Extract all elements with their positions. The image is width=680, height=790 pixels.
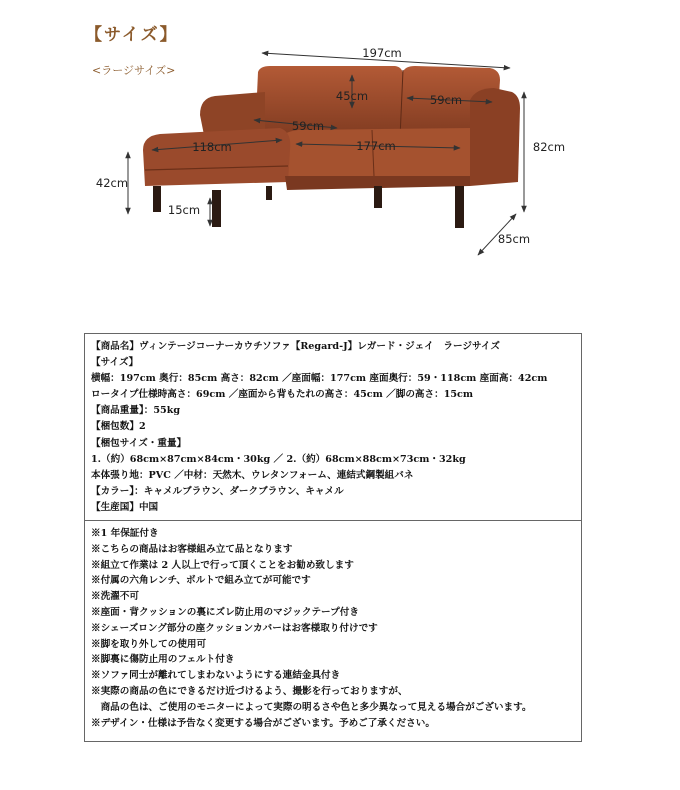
note-line: ※座面・背クッションの裏にズレ防止用のマジックテープ付き bbox=[91, 606, 359, 618]
note-line: ※こちらの商品はお客様組み立て品となります bbox=[91, 543, 293, 555]
size-variant-label: <ラージサイズ> bbox=[92, 64, 176, 77]
product-name: 【商品名】ヴィンテージコーナーカウチソファ【Regard-J】レガード・ジェイ ラージサイズ bbox=[91, 341, 500, 352]
note-line: ※シェーズロング部分の座クッションカバーはお客様取り付けです bbox=[91, 622, 378, 634]
chaise-depth-label: 118cm bbox=[192, 140, 232, 154]
spec-size-line: 横幅：197cm 奥行：85cm 高さ：82cm ／座面幅：177cm 座面奥行：59・118cm 座面高：42cm bbox=[91, 373, 548, 385]
spec-colors: 【カラー】：キャメルブラウン、ダークブラウン、キャメル bbox=[91, 485, 344, 497]
leg bbox=[455, 186, 464, 228]
spec-material: 本体張り地：PVC ／中材：天然木、ウレタンフォーム、連結式鋼製組バネ bbox=[91, 469, 414, 481]
note-line: ※洗濯不可 bbox=[91, 591, 139, 603]
note-line: ※脚裏に傷防止用のフェルト付き bbox=[91, 654, 235, 666]
note-line: ※デザイン・仕様は予告なく変更する場合がございます。予めご了承ください。 bbox=[91, 717, 435, 729]
right-arm bbox=[470, 88, 520, 186]
total-width-label: 197cm bbox=[362, 46, 402, 60]
note-line: 商品の色は、ご使用のモニターによって実際の明るさや色と多少異なって見える場合がございます。 bbox=[91, 701, 532, 713]
note-line: ※1 年保証付き bbox=[91, 528, 159, 539]
note-line: ※脚を取り外しての使用可 bbox=[91, 638, 207, 650]
leg-height-label: 15cm bbox=[167, 203, 201, 217]
note-line: ※組立て作業は 2 人以上で行って頂くことをお勧め致します bbox=[91, 559, 354, 571]
section-title: 【サイズ】 bbox=[85, 25, 179, 45]
spec-heading-size: 【サイズ】 bbox=[91, 357, 139, 369]
total-depth-label: 85cm bbox=[497, 232, 531, 246]
note-line: ※付属の六角レンチ、ボルトで組み立てが可能です bbox=[91, 575, 311, 587]
seat-cushion-width-label: 59cm bbox=[291, 119, 325, 133]
spec-weight: 【商品重量】：55kg bbox=[91, 405, 181, 417]
spec-size-line: ロータイプ仕様時高さ：69cm ／座面から背もたれの高さ：45cm ／脚の高さ：15cm bbox=[91, 389, 474, 401]
back-cushion-width-label: 59cm bbox=[429, 93, 463, 107]
spec-heading-package: 【梱包サイズ・重量】 bbox=[91, 437, 187, 449]
leg bbox=[374, 186, 382, 208]
note-line: ※実際の商品の色にできるだけ近づけるよう、撮影を行っておりますが、 bbox=[91, 685, 408, 697]
total-height-label: 82cm bbox=[532, 140, 566, 154]
seat-height-label: 42cm bbox=[95, 176, 129, 190]
spec-origin: 【生産国】中国 bbox=[91, 501, 159, 513]
leg bbox=[212, 190, 221, 227]
spec-package-count: 【梱包数】2 bbox=[91, 421, 146, 433]
spec-box bbox=[84, 333, 582, 521]
chaise-seat bbox=[143, 128, 290, 186]
leg bbox=[153, 186, 161, 212]
seat-width-label: 177cm bbox=[356, 139, 396, 153]
spec-package-size: 1.（約）68cm×87cm×84cm・30kg ／ 2.（約）68cm×88cm×73cm・32kg bbox=[91, 453, 466, 465]
note-line: ※ソファ同士が離れてしまわないようにする連結金具付き bbox=[91, 670, 341, 682]
backrest-height-label: 45cm bbox=[335, 89, 369, 103]
sofa-dimension-diagram bbox=[95, 40, 570, 270]
leg bbox=[266, 186, 272, 200]
notes-box bbox=[84, 520, 582, 742]
